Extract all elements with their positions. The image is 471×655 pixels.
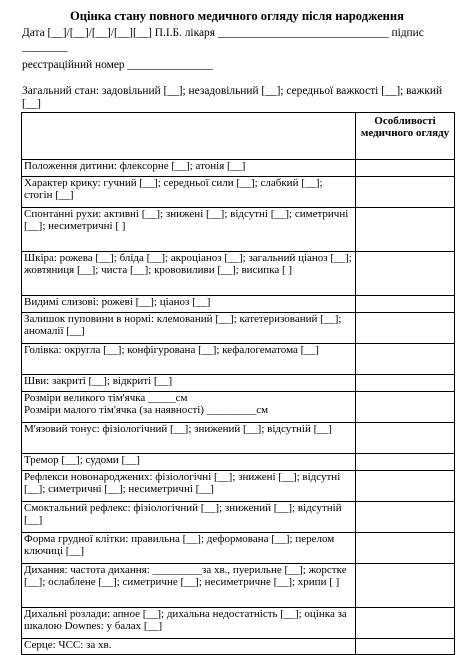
general-state: Загальний стан: задовільний [__]; незадовільний [__]; середньої важкості [__]; важкий [__] xyxy=(22,85,443,110)
exam-notes-cell[interactable] xyxy=(356,639,455,655)
table-row xyxy=(22,564,455,608)
table-row xyxy=(22,375,455,392)
exam-notes-cell[interactable] xyxy=(356,392,455,423)
exam-item: Характер крику: гучний [__]; середньої сили [__]; слабкий [__]; стогін [__] xyxy=(22,177,356,208)
exam-item: Дихальні розлади: апное [__]; дихальна недостатність [__]; оцінка за шкалою Downes: у балах [__] xyxy=(22,608,356,639)
exam-notes-cell[interactable] xyxy=(356,296,455,313)
registration-number: реєстраційний номер _______________ xyxy=(22,59,213,71)
exam-notes-cell[interactable] xyxy=(356,208,455,252)
table-row xyxy=(22,313,455,344)
exam-item: Видимі слизові: рожеві [__]; ціаноз [__] xyxy=(22,296,356,313)
exam-notes-cell[interactable] xyxy=(356,608,455,639)
exam-item: Тремор [__]; судоми [__] xyxy=(22,454,356,471)
table-row xyxy=(22,160,455,177)
exam-item: Форма грудної клітки: правильна [__]; деформована [__]; перелом ключиці [__] xyxy=(22,533,356,564)
exam-notes-cell[interactable] xyxy=(356,423,455,454)
table-row xyxy=(22,344,455,375)
exam-notes-cell[interactable] xyxy=(356,564,455,608)
exam-notes-cell[interactable] xyxy=(356,177,455,208)
exam-notes-cell[interactable] xyxy=(356,344,455,375)
exam-item: Спонтанні рухи: активні [__]; знижені [__]; відсутні [__]; симетричні [__]; несиметричні [ ] xyxy=(22,208,356,252)
table-row xyxy=(22,252,455,296)
exam-item: Голівка: округла [__]; конфігурована [__]; кефалогематома [__] xyxy=(22,344,356,375)
exam-notes-cell[interactable] xyxy=(356,471,455,502)
exam-item: Розміри великого тім'ячка _____см Розміри малого тім'ячка (за наявності) _________см xyxy=(22,392,356,423)
exam-item: Дихання: частота дихання: _________за хв., пуерильне [__]; жорстке [__]; ослаблене [__]; симетричне [__]; несиметричне [__]; хрипи [ ] xyxy=(22,564,356,608)
exam-item: Шви: закриті [__]; відкриті [__] xyxy=(22,375,356,392)
exam-notes-cell[interactable] xyxy=(356,313,455,344)
exam-notes-cell[interactable] xyxy=(356,252,455,296)
exam-notes-cell[interactable] xyxy=(356,160,455,177)
signature-continuation: ________ xyxy=(22,41,68,53)
table-row xyxy=(22,423,455,454)
exam-notes-cell[interactable] xyxy=(356,502,455,533)
exam-item: Смоктальний рефлекс: фізіологічний [__]; знижений [__]; відсутній [__] xyxy=(22,502,356,533)
exam-notes-cell[interactable] xyxy=(356,375,455,392)
date-doctor-line: Дата [__]/[__]/[__]/[__][__] П.І.Б. лікаря ______________________________ підпис xyxy=(22,27,424,39)
exam-notes-cell[interactable] xyxy=(356,533,455,564)
table-row xyxy=(22,208,455,252)
exam-item: Шкіра: рожева [__]; бліда [__]; акроціаноз [__]; загальний ціаноз [__]; жовтяниця [__]; чиста [__]; крововиливи [__]; висипка [ ] xyxy=(22,252,356,296)
exam-item: Положення дитини: флексорне [__]; атонія [__] xyxy=(22,160,356,177)
header-left-cell xyxy=(22,113,356,160)
exam-notes-cell[interactable] xyxy=(356,454,455,471)
exam-item: Залишок пуповини в нормі: клемований [__]; катетеризований [__]; аномалії [__] xyxy=(22,313,356,344)
exam-item: М'язовий тонус: фізіологічний [__]; знижений [__]; відсутній [__] xyxy=(22,423,356,454)
table-row xyxy=(22,639,455,655)
table-row xyxy=(22,177,455,208)
table-row xyxy=(22,471,455,502)
table-row xyxy=(22,454,455,471)
table-row xyxy=(22,608,455,639)
table-row xyxy=(22,502,455,533)
exam-item: Серце: ЧСС: за хв. xyxy=(22,639,356,655)
table-row xyxy=(22,392,455,423)
form-title: Оцінка стану повного медичного огляду після народження xyxy=(69,9,404,23)
table-row xyxy=(22,533,455,564)
table-row xyxy=(22,296,455,313)
exam-item: Рефлекси новонароджених: фізіологічні [__]; знижені [__]; відсутні [__]; симетричні [__]; несиметричні [__] xyxy=(22,471,356,502)
header-right-cell: Особливості медичного огляду xyxy=(356,113,455,160)
exam-table xyxy=(21,112,455,655)
